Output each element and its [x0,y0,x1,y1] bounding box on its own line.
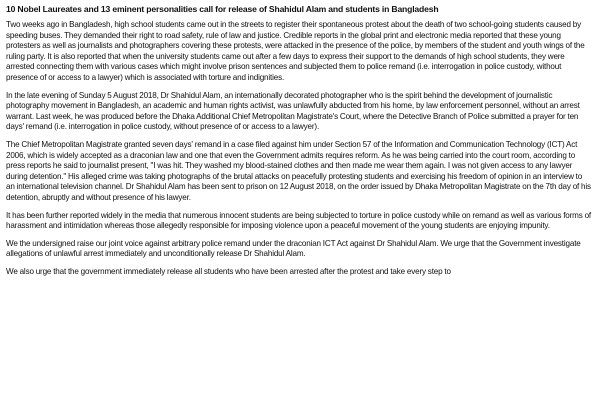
paragraph-release-students: We also urge that the government immediately release all students who have been arrested after the protest and take every step to [6,266,451,276]
paragraph-abduction: In the late evening of Sunday 5 August 2018, Dr Shahidul Alam, an internationally decorated photographer who is the spirit behind the development of journalistic photography movement in Bangladesh, an academic and human rights activist, was unlawfully abducted from his home, by law enforcement personnel, without an arrest warrant. Last week, he was produced before the Dhaka Additional Chief Metropolitan Magistrate's Court, where the Detective Branch of Police submitted a prayer for ten days' remand (i.e. interrogation in police custody, without presence of or access to a lawyer). [6,90,580,132]
document-title: 10 Nobel Laureates and 13 eminent personalities call for release of Shahidul Alam and students in Bangladesh [6,4,439,14]
paragraph-remand: The Chief Metropolitan Magistrate granted seven days' remand in a case filed against him under Section 57 of the Information and Communication Technology (ICT) Act 2006, which is widely accepted as a draconian law and one that even the Government admits requires reform. As he was being carried into the court room, according to press reports he said to journalist present, "I was hit. They washed my blood-stained clothes and then made me wear them again. I was not given access to any lawyer during detention." His alleged crime was taking photographs of the brutal attacks on peacefully protesting students and exercising his freedom of opinion in an interview to an international television channel. Dr Shahidul Alam has been sent to prison on 12 August 2018, on the order issued by Dhaka Metropolitan Magistrate on the 7th day of his detention, abruptly and without presence of his lawyer. [6,139,591,202]
paragraph-joint-voice: We the undersigned raise our joint voice against arbitrary police remand under the draconian ICT Act against Dr Shahidul Alam. We urge that the Government investigate allegations of unlawful arrest immediately and unconditionally release Dr Shahidul Alam. [6,238,581,259]
paragraph-protests: Two weeks ago in Bangladesh, high school students came out in the streets to register their spontaneous protest about the death of two school-going students caused by speeding buses. They demanded their right to road safety, rule of law and justice. Credible reports in the global print and electronic media reported that these young protesters as well as journalists and photographers covering these protests, were attacked in the presence of the police, by members of the student and youth wings of the ruling party. It is also reported that when the university students came out after a few days to express their support to the demands of high school students, they were arrested connecting them with various cases which might involve prison sentences and subjected them to police remand (i.e. interrogation in police custody, without presence of or access to a lawyer) which is associated with torture and indignities. [6,20,585,82]
paragraph-torture-reports: It has been further reported widely in the media that numerous innocent students are being subjected to torture in police custody while on remand as well as various forms of harassment and intimidation whereas those allegedly responsible for imposing violence upon a peaceful movement of the young students are enjoying impunity. [6,210,591,231]
